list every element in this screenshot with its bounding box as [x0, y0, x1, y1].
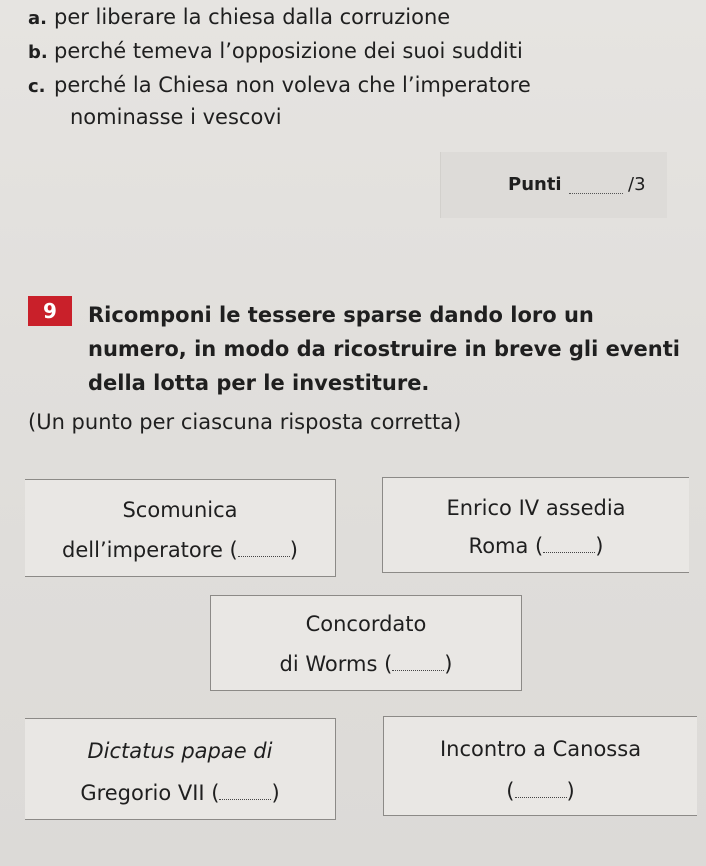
tile-line2: dell’imperatore ( ) [62, 538, 298, 562]
tile-concordato [210, 595, 522, 691]
tile-line1: Scomunica [122, 498, 238, 522]
question-note: (Un punto per ciascuna risposta corretta) [28, 410, 462, 434]
option-a [28, 4, 450, 32]
answer-blank[interactable] [219, 783, 271, 800]
option-letter: c. [28, 76, 46, 97]
option-text: perché temeva l’opposizione dei suoi sudditi [54, 39, 523, 63]
tile-line2: Gregorio VII ( ) [80, 781, 280, 805]
option-b [28, 38, 523, 66]
question-text: Ricomponi le tessere sparse dando loro un numero, in modo da ricostruire in breve gli eventi della lotta per le investiture. [88, 303, 680, 395]
score-label: Punti [508, 174, 562, 195]
tile-scomunica [25, 479, 336, 577]
option-letter: a. [28, 8, 47, 29]
tile-canossa [383, 716, 697, 816]
tile-line2: di Worms ( ) [279, 652, 453, 676]
score-blank[interactable] [569, 193, 623, 194]
answer-blank[interactable] [238, 540, 290, 557]
question-number-badge: 9 [28, 296, 72, 326]
option-text: perché la Chiesa non voleva che l’imperatore [54, 73, 531, 97]
answer-blank[interactable] [515, 781, 567, 798]
option-c [28, 72, 531, 100]
tile-line1: Concordato [305, 612, 427, 636]
option-c-continuation: nominasse i vescovi [70, 105, 282, 129]
option-letter: b. [28, 42, 48, 63]
tile-dictatus [25, 718, 336, 820]
tile-line2: ( ) [506, 779, 575, 803]
tile-line1: Enrico IV assedia [446, 496, 626, 520]
answer-blank[interactable] [543, 536, 595, 553]
tile-line1: Incontro a Canossa [439, 737, 642, 761]
score-total: /3 [628, 174, 646, 195]
answer-blank[interactable] [392, 654, 444, 671]
tile-line1: Dictatus papae di [87, 739, 273, 763]
tile-line2: Roma ( ) [468, 534, 604, 558]
option-text: per liberare la chiesa dalla corruzione [54, 5, 451, 29]
tile-enrico [382, 477, 689, 573]
